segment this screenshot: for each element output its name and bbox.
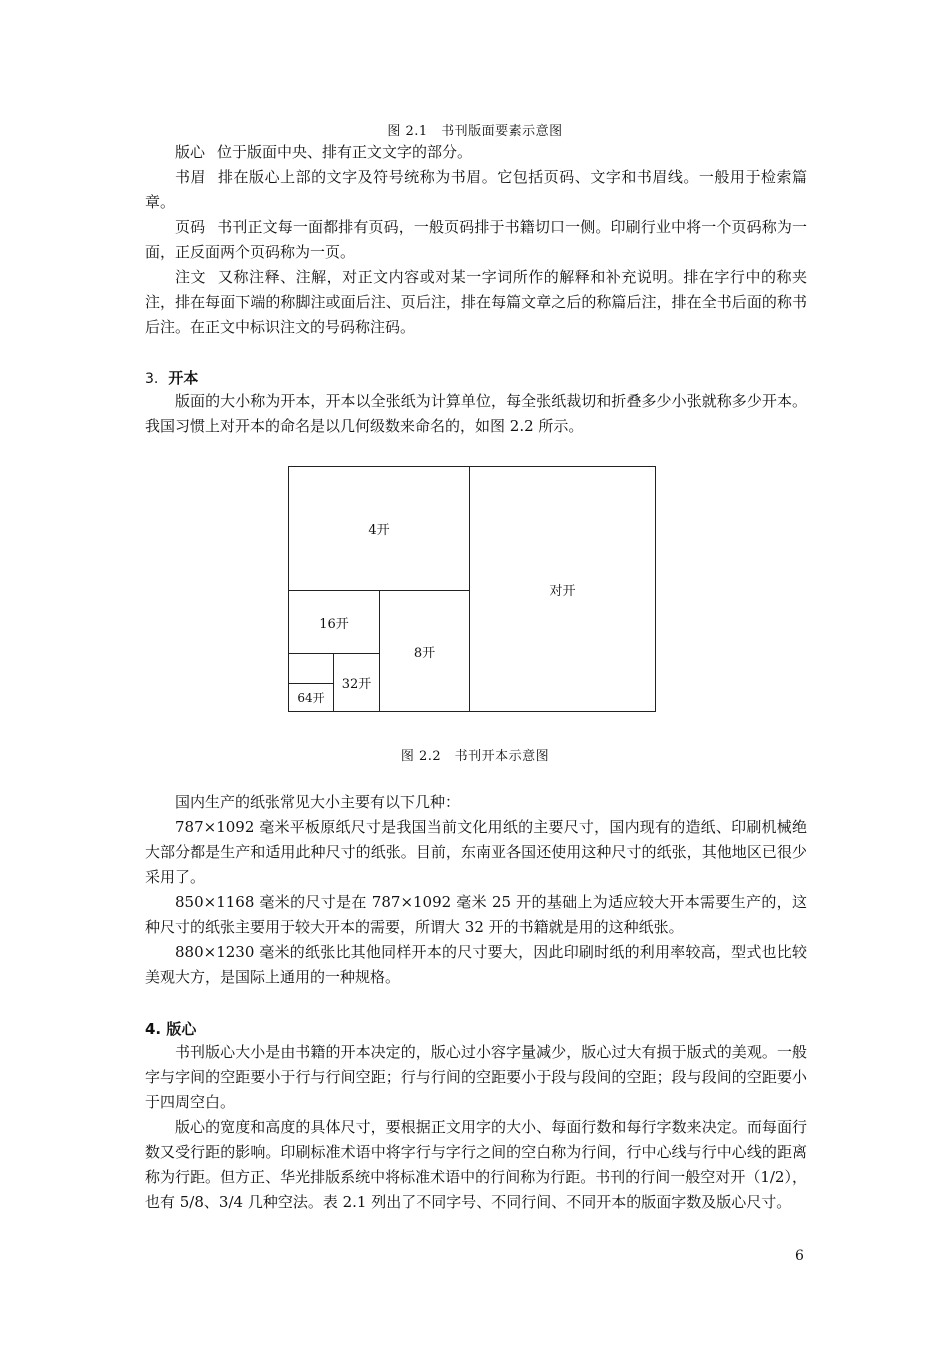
cell-label: 16开 [319, 616, 349, 632]
definition-term: 版心 [175, 143, 206, 161]
definition-term: 页码 [175, 218, 206, 236]
definition-text: 又称注释、注解，对正文内容或对某一字词所作的解释和补充说明。排在字行中的称夹注，排在每面下端的称脚注或面后注、页后注，排在每篇文章之后的称篇后注，排在全书后面的称书后注。在正文中标识注文的号码称注码。 [145, 268, 807, 336]
definition-term: 书眉 [175, 168, 207, 186]
cell-label: 8开 [413, 645, 436, 661]
figure-caption-2-1: 图 2.1 书刊版面要素示意图 [387, 124, 563, 139]
paper-sizes-section [145, 790, 807, 990]
definition-text: 排在版心上部的文字及符号统称为书眉。它包括页码、文字和书眉线。一般用于检索篇章。 [145, 168, 807, 211]
paragraph: 787×1092 毫米平板原纸尺寸是我国当前文化用纸的主要尺寸，国内现有的造纸、印刷机械绝大部分都是生产和适用此种尺寸的纸张。目前，东南亚各国还使用这种尺寸的纸张，其他地区已很少采用了。 [145, 818, 807, 886]
page-number: 6 [795, 1248, 804, 1264]
sixty-fourth-sheet-top-cell [288, 653, 334, 684]
sixty-fourth-sheet-cell [288, 683, 334, 712]
section-title: 开本 [168, 369, 199, 387]
paragraph: 850×1168 毫米的尺寸是在 787×1092 毫米 25 开的基础上为适应较大开本需要生产的，这种尺寸的纸张主要用于较大开本的需要，所谓大 32 开的书籍就是用的这种纸张。 [145, 893, 807, 936]
quarter-sheet-cell [288, 466, 470, 591]
section-4-heading: 4. 版心 [145, 1020, 197, 1038]
definition-item [145, 165, 807, 215]
section-3-heading [145, 367, 198, 388]
paragraph: 版面的大小称为开本，开本以全张纸为计算单位，每全张纸裁切和折叠多少小张就称多少开本。我国习惯上对开本的命名是以几何级数来命名的，如图 2.2 所示。 [145, 392, 807, 435]
definition-term: 注文 [175, 268, 207, 286]
thirty-second-sheet-cell [333, 653, 380, 712]
definition-item [145, 140, 807, 165]
definition-text: 位于版面中央、排有正文文字的部分。 [217, 143, 473, 161]
definition-item [145, 215, 807, 265]
section-3-intro [145, 389, 807, 439]
cell-label: 64开 [297, 691, 325, 705]
half-sheet-cell [469, 466, 656, 712]
paragraph: 版心的宽度和高度的具体尺寸，要根据正文用字的大小、每面行数和每行字数来决定。而每面行数又受行距的影响。印刷标准术语中将字行与字行之间的空白称为行间，行中心线与行中心线的距离称为行距。但方正、华光排版系统中将标准术语中的行间称为行距。书刊的行间一般空对开（1/2），也有 5/8、3/4 几种空法。表 2.1 列出了不同字号、不同行间、不同开本的版面字数及版心尺寸。 [145, 1118, 807, 1211]
cell-label: 32开 [341, 677, 372, 692]
cell-label: 对开 [549, 583, 576, 599]
definition-text: 书刊正文每一面都排有页码，一般页码排于书籍切口一侧。印刷行业中将一个页码称为一面，正反面两个页码称为一页。 [145, 218, 807, 261]
definition-item [145, 265, 807, 340]
paragraph: 880×1230 毫米的纸张比其他同样开本的尺寸要大，因此印刷时纸的利用率较高，型式也比较美观大方，是国际上通用的一种规格。 [145, 943, 807, 986]
eighth-sheet-cell [379, 590, 470, 712]
figure-caption-2-2: 图 2.2 书刊开本示意图 [400, 749, 550, 764]
format-size-diagram [288, 466, 656, 712]
paragraph: 国内生产的纸张常见大小主要有以下几种： [175, 793, 461, 811]
sixteenth-sheet-cell [288, 590, 380, 654]
section-number: 3. [145, 371, 159, 387]
paragraph: 书刊版心大小是由书籍的开本决定的，版心过小容字量减少，版心过大有损于版式的美观。一般字与字间的空距要小于行与行间空距；行与行间的空距要小于段与段间的空距；段与段间的空距要小于四周空白。 [145, 1043, 807, 1111]
definition-list [145, 140, 807, 340]
cell-label: 4开 [368, 523, 390, 538]
section-4-body [145, 1040, 807, 1215]
